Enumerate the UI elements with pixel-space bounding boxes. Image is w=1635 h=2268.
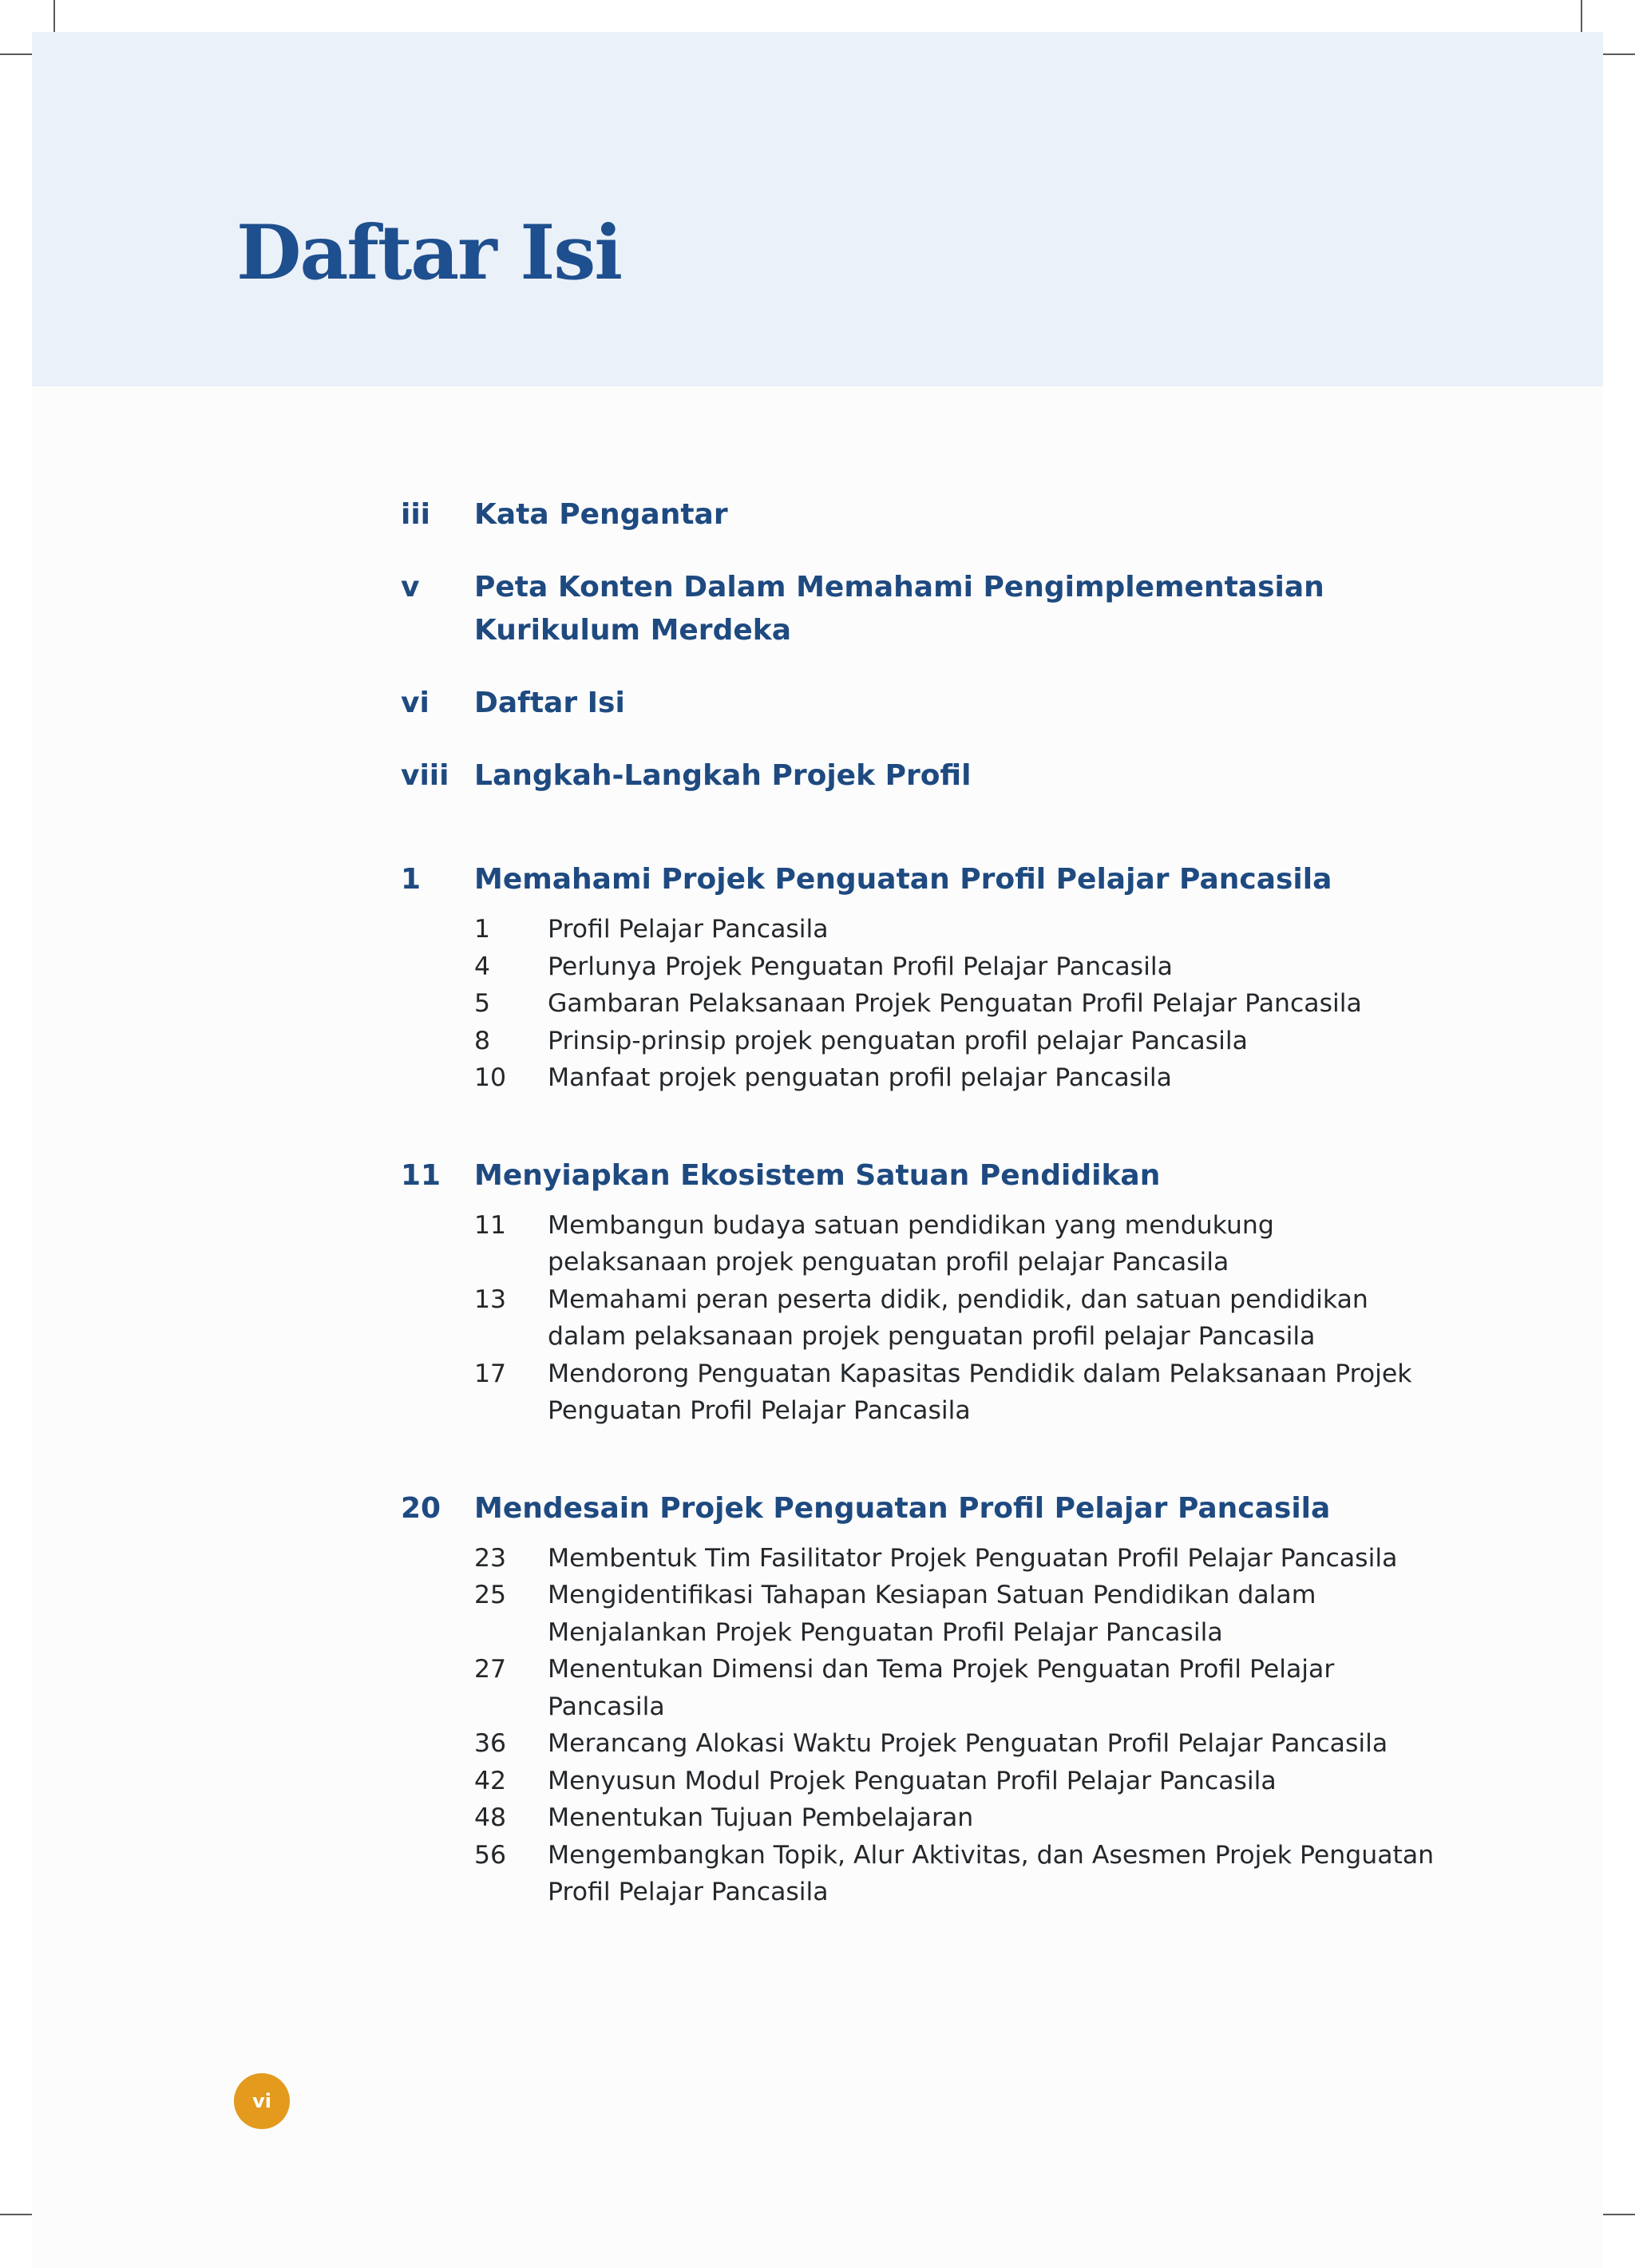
section-entry[interactable] — [474, 1763, 1439, 1800]
section-page-number: 42 — [474, 1766, 507, 1795]
chapter-page-number: 20 — [401, 1491, 441, 1525]
chapter-page-number: 11 — [401, 1158, 441, 1192]
section-page-number: 27 — [474, 1655, 507, 1684]
section-list — [401, 1540, 1439, 1911]
section-entry[interactable] — [474, 1207, 1439, 1281]
section-title: Menentukan Tujuan Pembelajaran — [548, 1803, 974, 1832]
section-page-number: 48 — [474, 1803, 507, 1832]
section-title: Menyusun Modul Projek Penguatan Profil Pelajar Pancasila — [548, 1766, 1277, 1795]
section-entry[interactable] — [474, 985, 1439, 1023]
page-title: Daftar Isi — [236, 209, 622, 297]
section-list — [401, 911, 1439, 1097]
section-title: Profil Pelajar Pancasila — [548, 915, 829, 944]
section-page-number: 11 — [474, 1210, 507, 1240]
table-of-contents — [401, 493, 1439, 1911]
section-title: Prinsip-prinsip projek penguatan profil pelajar Pancasila — [548, 1026, 1248, 1055]
crop-mark-top-right-vertical — [1581, 0, 1582, 35]
section-title: Perlunya Projek Penguatan Profil Pelajar Pancasila — [548, 952, 1173, 981]
crop-mark-bottom-left-horizontal — [0, 2214, 35, 2215]
section-page-number: 25 — [474, 1581, 507, 1609]
front-matter-entry[interactable] — [401, 493, 1439, 536]
section-entry[interactable] — [474, 1651, 1439, 1725]
chapter-heading[interactable] — [401, 1487, 1439, 1530]
section-entry[interactable] — [474, 1837, 1439, 1911]
crop-mark-top-left-horizontal — [0, 53, 35, 55]
section-title: Mendorong Penguatan Kapasitas Pendidik dalam Pelaksanaan Projek Penguatan Profil Pelajar Pancasila — [548, 1359, 1412, 1425]
section-entry[interactable] — [474, 1540, 1439, 1577]
section-entry[interactable] — [474, 1023, 1439, 1060]
chapter-list — [401, 858, 1439, 1911]
section-list — [401, 1207, 1439, 1430]
section-page-number: 56 — [474, 1840, 507, 1870]
section-title: Membentuk Tim Fasilitator Projek Penguatan Profil Pelajar Pancasila — [548, 1543, 1398, 1573]
front-matter-entry[interactable] — [401, 566, 1439, 652]
entry-page-number: iii — [401, 498, 431, 531]
section-entry[interactable] — [474, 911, 1439, 948]
section-title: Mengembangkan Topik, Alur Aktivitas, dan Asesmen Projek Penguatan Profil Pelajar Pancasila — [548, 1840, 1435, 1906]
front-matter-entry[interactable] — [401, 682, 1439, 725]
entry-title: Daftar Isi — [474, 687, 625, 719]
entry-page-number: v — [401, 571, 420, 604]
section-entry[interactable] — [474, 1725, 1439, 1763]
page-number-badge: vi — [234, 2073, 290, 2129]
section-page-number: 23 — [474, 1543, 507, 1573]
section-title: Memahami peran peserta didik, pendidik, dan satuan pendidikan dalam pelaksanaan projek penguatan profil pelajar Pancasila — [548, 1284, 1368, 1351]
section-title: Merancang Alokasi Waktu Projek Penguatan Profil Pelajar Pancasila — [548, 1729, 1388, 1758]
section-entry[interactable] — [474, 1281, 1439, 1356]
front-matter-list — [401, 493, 1439, 798]
entry-title: Langkah-Langkah Projek Profil — [474, 759, 972, 792]
entry-title: Peta Konten Dalam Memahami Pengimplementasian Kurikulum Merdeka — [474, 571, 1324, 647]
section-title: Menentukan Dimensi dan Tema Projek Penguatan Profil Pelajar Pancasila — [548, 1655, 1335, 1721]
section-page-number: 13 — [474, 1284, 507, 1314]
crop-mark-top-left-vertical — [53, 0, 55, 35]
crop-mark-top-right-horizontal — [1600, 53, 1635, 55]
front-matter-entry[interactable] — [401, 754, 1439, 798]
section-entry[interactable] — [474, 948, 1439, 986]
section-page-number: 17 — [474, 1359, 507, 1388]
chapter-block — [401, 1154, 1439, 1430]
crop-mark-bottom-right-horizontal — [1600, 2214, 1635, 2215]
section-page-number: 4 — [474, 952, 491, 981]
chapter-block — [401, 858, 1439, 1097]
chapter-title: Memahami Projek Penguatan Profil Pelajar Pancasila — [474, 863, 1332, 896]
chapter-title: Menyiapkan Ekosistem Satuan Pendidikan — [474, 1158, 1161, 1192]
chapter-heading[interactable] — [401, 1154, 1439, 1197]
section-title: Mengidentifikasi Tahapan Kesiapan Satuan Pendidikan dalam Menjalankan Projek Penguatan Profil Pelajar Pancasila — [548, 1581, 1316, 1647]
section-entry[interactable] — [474, 1059, 1439, 1097]
entry-page-number: vi — [401, 687, 430, 719]
section-title: Gambaran Pelaksanaan Projek Penguatan Profil Pelajar Pancasila — [548, 989, 1362, 1018]
chapter-title: Mendesain Projek Penguatan Profil Pelajar Pancasila — [474, 1491, 1331, 1525]
section-page-number: 5 — [474, 989, 491, 1018]
chapter-block — [401, 1487, 1439, 1911]
section-entry[interactable] — [474, 1577, 1439, 1651]
section-page-number: 10 — [474, 1063, 507, 1092]
chapter-page-number: 1 — [401, 863, 422, 896]
entry-page-number: viii — [401, 759, 449, 792]
section-page-number: 36 — [474, 1729, 507, 1758]
chapter-heading[interactable] — [401, 858, 1439, 901]
section-title: Membangun budaya satuan pendidikan yang mendukung pelaksanaan projek penguatan profil pelajar Pancasila — [548, 1210, 1274, 1276]
section-title: Manfaat projek penguatan profil pelajar Pancasila — [548, 1063, 1172, 1092]
section-page-number: 1 — [474, 915, 491, 944]
section-entry[interactable] — [474, 1799, 1439, 1837]
section-page-number: 8 — [474, 1026, 491, 1055]
section-entry[interactable] — [474, 1356, 1439, 1430]
entry-title: Kata Pengantar — [474, 498, 728, 531]
